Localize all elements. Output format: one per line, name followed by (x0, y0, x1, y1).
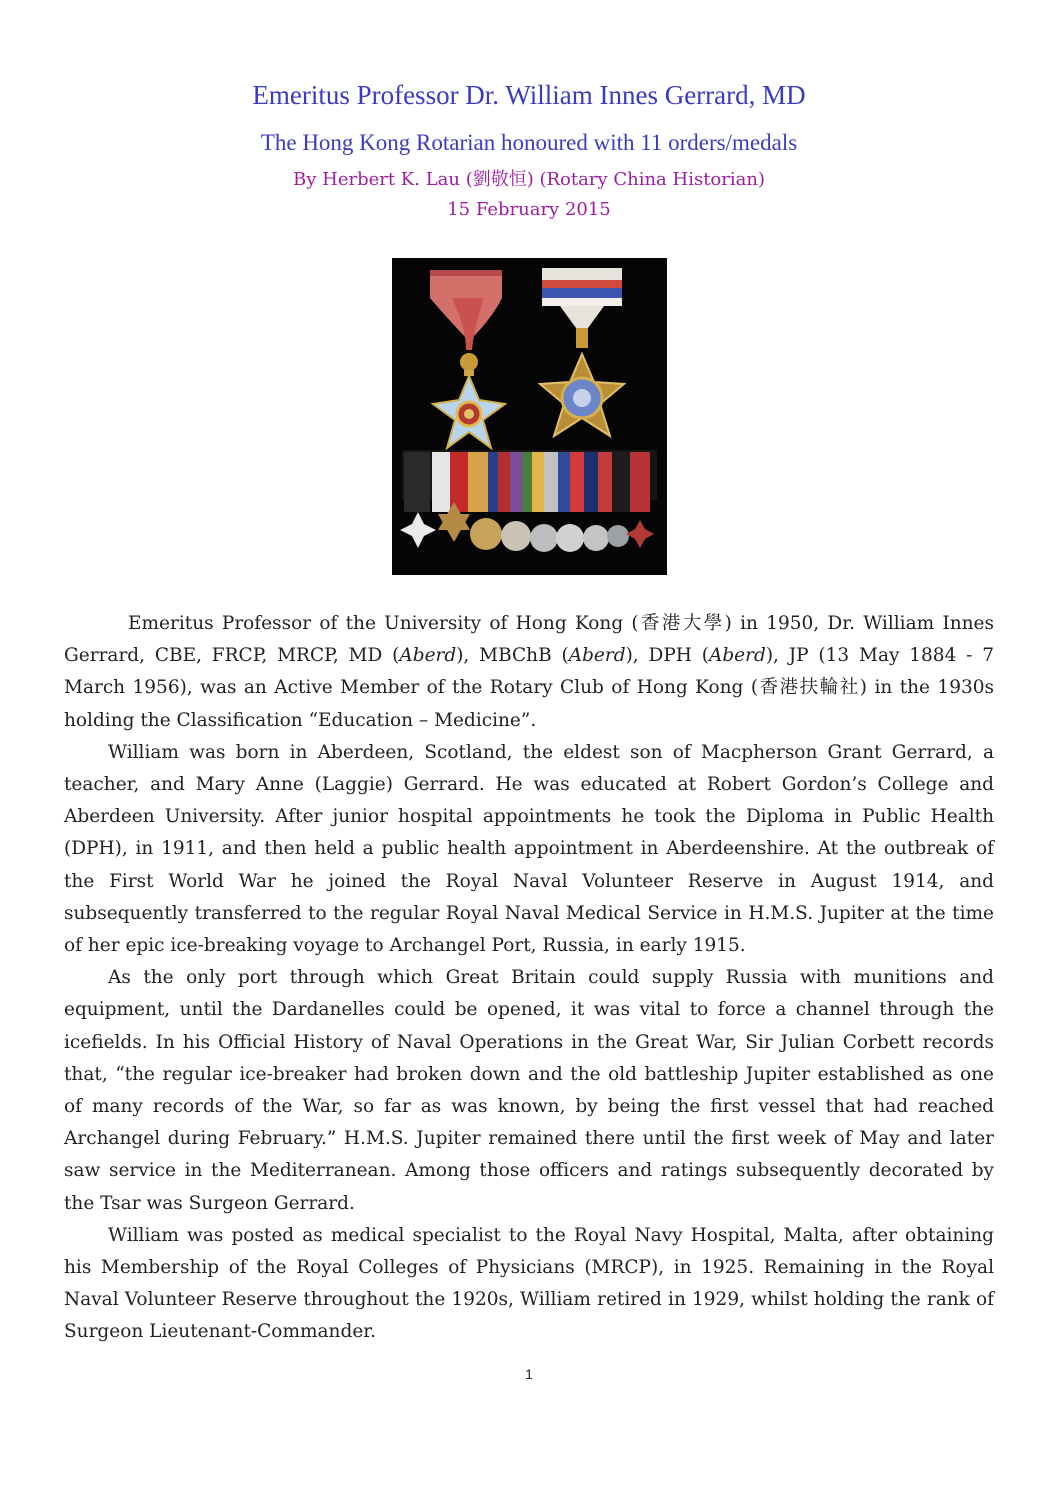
article-body (64, 608, 994, 1349)
document-title: Emeritus Professor Dr. William Innes Gerrard, MD (252, 80, 806, 110)
medals-photo (392, 258, 667, 575)
paragraph-3: As the only port through which Great Britain could supply Russia with munitions and equipment, until the Dardanelles could be opened, it was vital to force a channel through the icefields. In his Official History of Naval Operations in the Great War, Sir Julian Corbett records that, “the regular ice-breaker had broken down and the old battleship Jupiter established as one of many records of the War, so far as was known, by being the first vessel that had reached Archangel during February.” H.M.S. Jupiter remained there until the first week of May and later saw service in the Mediterranean. Among those officers and ratings subsequently decorated by the Tsar was Surgeon Gerrard. (64, 967, 994, 1214)
paragraph-4: William was posted as medical specialist to the Royal Navy Hospital, Malta, after obtaining his Membership of the Royal Colleges of Physicians (MRCP), in 1925. Remaining in the Royal Naval Volunteer Reserve throughout the 1920s, William retired in 1929, whilst holding the rank of Surgeon Lieutenant-Commander. (64, 1224, 994, 1343)
document-subtitle: The Hong Kong Rotarian honoured with 11 orders/medals (260, 130, 798, 155)
paragraph-1: Emeritus Professor of the University of Hong Kong (香港大學) in 1950, Dr. William Innes Gerrard, CBE, FRCP, MRCP, MD (Aberd), MBChB (Aberd), DPH (Aberd), JP (13 May 1884 - 7 March 1956), was an Active Member of the Rotary Club of Hong Kong (香港扶輪社) in the 1930s holding the Classification “Education – Medicine”. (64, 613, 995, 731)
paragraph-2: William was born in Aberdeen, Scotland, the eldest son of Macpherson Grant Gerrard, a teacher, and Mary Anne (Laggie) Gerrard. He was educated at Robert Gordon’s College and Aberdeen University. After junior hospital appointments he took the Diploma in Public Health (DPH), in 1911, and then held a public health appointment in Aberdeenshire. At the outbreak of the First World War he joined the Royal Naval Volunteer Reserve in August 1914, and subsequently transferred to the regular Royal Naval Medical Service in H.M.S. Jupiter at the time of her epic ice-breaking voyage to Archangel Port, Russia, in early 1915. (64, 741, 994, 957)
author-byline: By Herbert K. Lau (劉敬恒) (Rotary China Historian) (293, 169, 765, 190)
medals-illustration (392, 258, 667, 575)
page-number: 1 (525, 1366, 533, 1382)
publication-date: 15 February 2015 (447, 199, 611, 220)
